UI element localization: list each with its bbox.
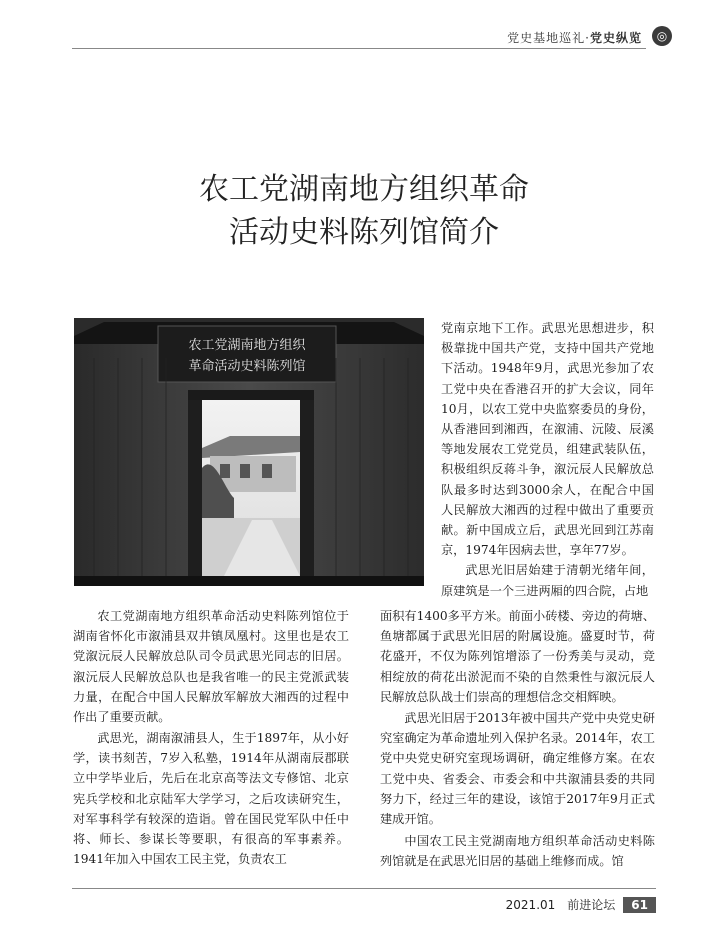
footer-issue: 2021.01 [505, 897, 556, 912]
header-rule [72, 48, 646, 49]
footer-rule [72, 888, 656, 889]
p1-text: 党南京地下工作。武思光思想进步，积极靠拢中国共产党，支持中国共产党地下活动。1948年9月，武思光参加了农工党中央在香港召开的扩大会议，同年10月，以农工党中央监察委员的身份，从香港回到湘西，在溆浦、沅陵、辰溪等地发展农工党党员，组建武装队伍，积极组织反蒋斗争，溆沅辰人民解放总队最多时达到3000余人，在配合中国人民解放大湘西的过程中做出了重要贡献。新中国成立后，武思光回到江苏南京，1974年因病去世，享年77岁。 [441, 321, 654, 558]
plaque-line-2: 革命活动史料陈列馆 [188, 359, 306, 374]
title-line-1: 农工党湖南地方组织革命 [199, 172, 529, 207]
page-number: 61 [623, 897, 656, 913]
right-column-paragraph-1 [441, 318, 654, 601]
header-column: 党史基地巡礼 [507, 31, 586, 45]
article-title [0, 168, 728, 254]
footer-journal: 前进论坛 [567, 898, 616, 912]
running-header [72, 26, 672, 50]
museum-gate-photo [74, 318, 424, 586]
left-column-paragraph-2: 武思光，湖南溆浦县人，生于1897年，从小好学，读书刻苦，7岁入私塾，1914年从湖南辰郡联立中学毕业后，先后在北京高等法文专修馆、北京宪兵学校和北京陆军大学学习，之后攻读研究生，对军事科学有较深的造诣。曾在国民党军队中任中将、师长、参谋长等要职，有很高的军事素养。1941年加入中国农工民主党，负责农工 [73, 731, 349, 867]
right-column-paragraph-4: 中国农工民主党湖南地方组织革命活动史料陈列馆就是在武思光旧居的基础上维修而成。馆 [380, 834, 655, 869]
p1b-text: 武思光旧居始建于清朝光绪年间，原建筑是一个三进两厢的四合院，占地 [441, 563, 654, 598]
party-history-logo-icon: ◎ [652, 26, 672, 46]
running-footer [506, 896, 656, 913]
right-column-paragraph-2: 面积有1400多平方米。前面小砖楼、旁边的荷塘、鱼塘都属于武思光旧居的附属设施。盛夏时节，荷花盛开，不仅为陈列馆增添了一份秀美与灵动，竞相绽放的荷花出淤泥而不染的自然秉性与溆沅辰人民解放总队战士们崇高的理想信念交相辉映。 [380, 609, 655, 704]
plaque-line-1: 农工党湖南地方组织 [188, 338, 306, 353]
right-column-paragraph-3: 武思光旧居于2013年被中国共产党中央党史研究室确定为革命遗址列入保护名录。2014年，农工党中央党史研究室现场调研，确定维修方案。在农工党中央、省委会、市委会和中共溆浦县委的共同努力下，经过三年的建设，该馆于2017年9月正式建成开馆。 [380, 711, 655, 827]
left-column-paragraph-1: 农工党湖南地方组织革命活动史料陈列馆位于湖南省怀化市溆浦县双井镇凤凰村。这里也是农工党溆沅辰人民解放总队司令员武思光同志的旧居。溆沅辰人民解放总队也是我省唯一的民主党派武装力量，在配合中国人民解放军解放大湘西的过程中作出了重要贡献。 [73, 609, 349, 725]
header-text [507, 29, 642, 46]
header-dot: · [585, 31, 590, 45]
header-section: 党史纵览 [589, 31, 642, 45]
title-line-2: 活动史料陈列馆简介 [229, 215, 499, 250]
